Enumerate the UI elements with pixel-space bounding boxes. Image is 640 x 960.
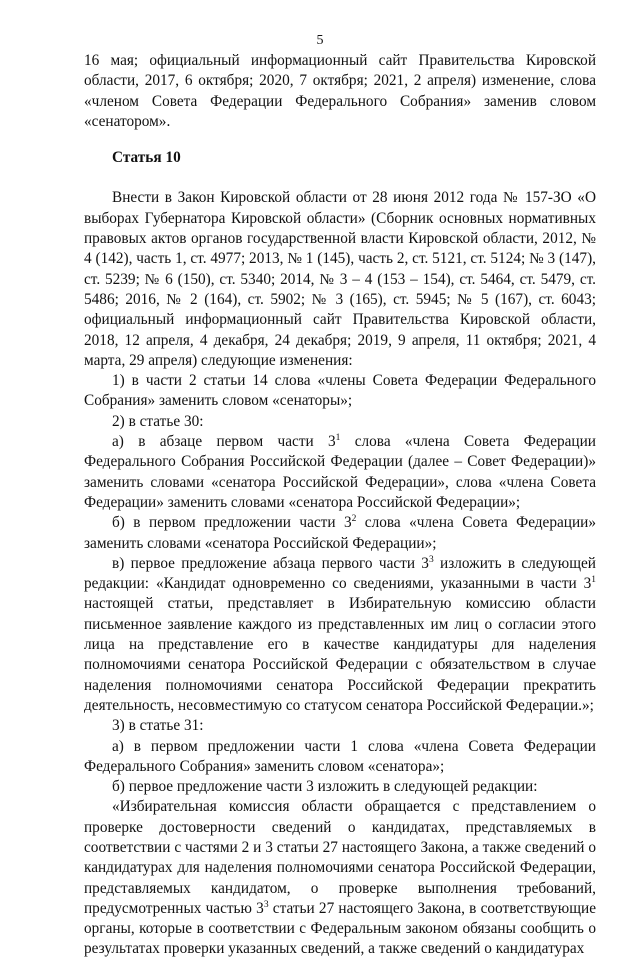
quote-paragraph: «Избирательная комиссия области обращается с представлением о проверке достоверности сведений о кандидатах, представляемых в соответствии с частями 2 и 3 статьи 27 настоящего Закона, а также сведений о кандидатурах для наделения полномочиями сенатора Российской Федерации, представляемых кандидатом, о проверке выполнения требований, предусмотренных частью $3^3$ статьи 27 настоящего Закона, в соответствующие органы, которые в соответствии с Федеральным законом обязаны сообщить о результатах проверки указанных сведений, а также сведений о кандидатурах — [84, 798, 596, 958]
item-2a: а) в абзаце первом части $3^1$ слова «члена Совета Федерации Федерального Собрания Российской Федерации (далее – Совет Федерации)» заменить словами «сенатора Российской Федерации», слова «члена Совета Федерации» заменить словами «сенатора Российской Федерации»; — [84, 432, 596, 511]
main-paragraph: Внести в Закон Кировской области от 28 июня 2012 года № 157-ЗО «О выборах Губернатора Кировской области» (Сборник основных нормативных правовых актов органов государственной власти Кировской области, 2012, № 4 (142), часть 1, ст. 4977; 2013, № 1 (145), часть 2, ст. 5121, ст. 5124; № 3 (147), ст. 5239; № 6 (150), ст. 5340; 2014, № 3 – 4 (153 – 154), ст. 5464, ст. 5479, ст. 5486; 2016, № 2 (164), ст. 5902; № 3 (165), ст. 5945; № 5 (167), ст. 6043; официальный информационный сайт Правительства Кировской области, 2018, 12 апреля, 4 декабря, 24 декабря; 2019, 9 апреля, 11 октября; 2021, 4 марта, 29 апреля) следующие изменения: — [84, 189, 596, 369]
article-heading: Статья 10 — [112, 149, 181, 167]
page-number: 5 — [316, 33, 324, 48]
document-body — [84, 51, 596, 960]
item-3b: б) первое предложение части 3 изложить в следующей редакции: — [112, 778, 538, 796]
item-2b: б) в первом предложении части $3^2$ слова «члена Совета Федерации» заменить словами «сенатора Российской Федерации»; — [84, 514, 596, 552]
item-2c: в) первое предложение абзаца первого части $3^3$ изложить в следующей редакции: «Кандидат одновременно со сведениями, указанными в части $3^1$ настоящей статьи, представляет в Избирательную комиссию области письменное заявление каждого из представленных им лиц о согласии этого лица на представление его в качестве кандидатуры для наделения полномочиями сенатора Российской Федерации с обязательством в случае наделения полномочиями сенатора Российской Федерации прекратить деятельность, несовместимую со статусом сенатора Российской Федерации.»; — [84, 554, 596, 714]
intro-paragraph: 16 мая; официальный информационный сайт Правительства Кировской области, 2017, 6 октября; 2020, 7 октября; 2021, 2 апреля) изменение, слова «членом Совета Федерации Федерального Собрания» заменив словом «сенатором». — [84, 52, 596, 130]
item-3: 3) в статье 31: — [112, 717, 204, 735]
item-1: 1) в части 2 статьи 14 слова «члены Совета Федерации Федерального Собрания» заменить словом «сенаторы»; — [84, 372, 596, 410]
item-3a: а) в первом предложении части 1 слова «члена Совета Федерации Федерального Собрания» заменить словом «сенатора»; — [84, 737, 596, 775]
item-2: 2) в статье 30: — [112, 412, 204, 430]
